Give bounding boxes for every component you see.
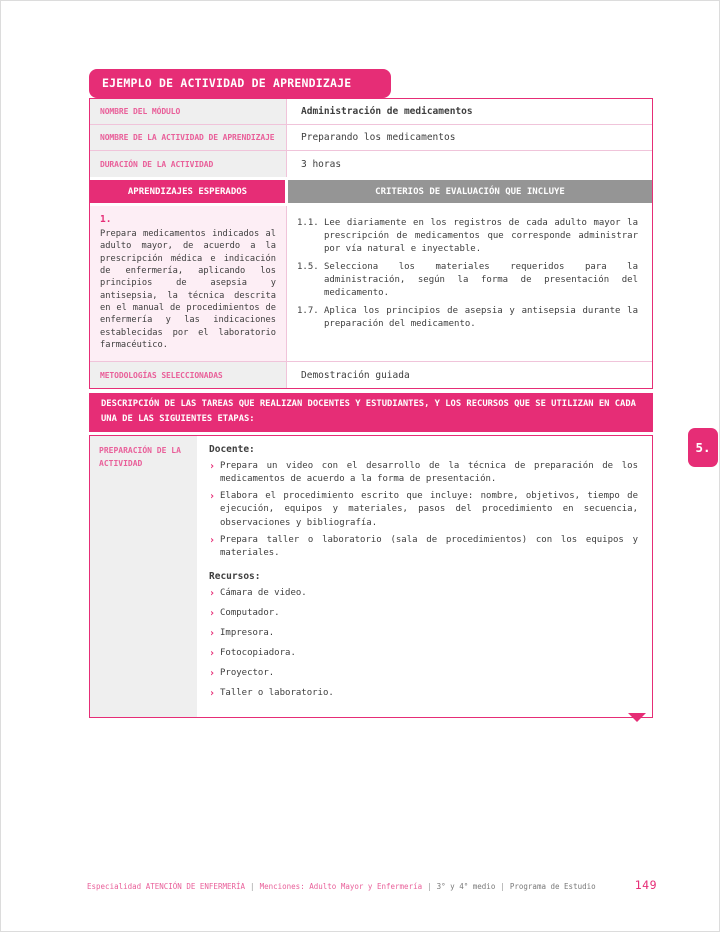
preparation-table: [89, 435, 653, 718]
learning-objective-cell: [90, 206, 287, 361]
resources-section: [209, 571, 638, 700]
list-item: [209, 490, 638, 529]
table-row: [90, 151, 652, 177]
bullet-icon: ›: [209, 587, 216, 599]
list-item: [209, 647, 638, 660]
bullet-icon: ›: [209, 607, 216, 619]
activity-example-section: [89, 69, 653, 718]
docente-task-text: Elabora el procedimiento escrito que incluye: nombre, objetivos, tiempo de ejecución, equipos y materiales, pasos del procedimiento en secuencia, observaciones y bibliografía.: [220, 491, 638, 528]
footer-program: Programa de Estudio: [509, 882, 596, 891]
resource-text: Impresora.: [220, 627, 275, 638]
table-header-row: [90, 180, 652, 203]
docente-heading: Docente:: [209, 444, 255, 456]
resource-text: Computador.: [220, 607, 280, 618]
criterion-text: Selecciona los materiales requeridos para la administración, según la forma de presentación del medicamento.: [324, 262, 638, 299]
resource-text: Cámara de video.: [220, 587, 307, 598]
footer-especialidad: Especialidad ATENCIÓN DE ENFERMERÍA: [87, 882, 246, 891]
resource-text: Taller o laboratorio.: [220, 687, 334, 698]
description-banner: DESCRIPCIÓN DE LAS TAREAS QUE REALIZAN DOCENTES Y ESTUDIANTES, Y LOS RECURSOS QUE SE UTILIZAN EN CADA UNA DE LAS SIGUIENTES ETAPAS:: [89, 393, 653, 432]
criterion-text: Aplica los principios de asepsia y antisepsia durante la preparación del medicamento.: [324, 306, 638, 330]
table-row: [90, 361, 652, 388]
recursos-heading: Recursos:: [209, 570, 261, 582]
stage-label: PREPARACIÓN DE LA ACTIVIDAD: [90, 436, 197, 717]
objective-text: Prepara medicamentos indicados al adulto mayor, de acuerdo a la prescripción médica e indicación de enfermería, aplicando los principios de asepsia y antisepsia, la técnica descrita en el manual de procedimientos de enfermería y las indicaciones establecidas por el laboratorio farmacéutico.: [100, 229, 276, 351]
module-name-value: Administración de medicamentos: [301, 106, 473, 117]
expected-learnings-header: APRENDIZAJES ESPERADOS: [90, 180, 285, 203]
bullet-icon: ›: [209, 461, 216, 473]
learning-content-row: [90, 206, 652, 361]
list-item: [209, 667, 638, 680]
methodologies-value: Demostración guiada: [301, 369, 410, 381]
methodologies-label: METODOLOGÍAS SELECCIONADAS: [90, 362, 287, 388]
footer-grades: 3° y 4° medio: [436, 882, 496, 891]
list-item: [209, 687, 638, 700]
evaluation-criteria-cell: [287, 206, 652, 361]
bullet-icon: ›: [209, 491, 216, 503]
table-row: [90, 99, 652, 125]
bullet-icon: ›: [209, 647, 216, 659]
list-item: [209, 534, 638, 560]
footer-separator: |: [250, 882, 255, 891]
criterion-text: Lee diariamente en los registros de cada adulto mayor la prescripción de medicamentos que corresponde administrar por vía natural e inyectable.: [324, 218, 638, 255]
page-footer: [87, 878, 657, 892]
stage-content-cell: [197, 436, 652, 717]
resource-text: Proyector.: [220, 667, 275, 678]
footer-menciones: Menciones: Adulto Mayor y Enfermería: [259, 882, 423, 891]
list-item: [209, 627, 638, 640]
objective-number: 1.: [100, 214, 112, 225]
evaluation-criteria-header: CRITERIOS DE EVALUACIÓN QUE INCLUYE: [288, 180, 652, 203]
footer-separator: |: [427, 882, 432, 891]
docente-task-text: Prepara un video con el desarrollo de la técnica de preparación de los medicamentos de acuerdo a la forma de presentación.: [220, 461, 638, 485]
chapter-tab: 5.: [688, 428, 718, 467]
list-item: [209, 587, 638, 600]
docente-task-text: Prepara taller o laboratorio (sala de procedimientos) con los equipos y materiales.: [220, 534, 638, 558]
module-name-label: NOMBRE DEL MÓDULO: [90, 99, 287, 124]
table-row: [90, 125, 652, 151]
criterion-number: 1.7.: [297, 306, 319, 317]
criterion-number: 1.5.: [297, 262, 319, 273]
activity-name-value: Preparando los medicamentos: [301, 132, 456, 143]
criterion-item: [297, 261, 638, 300]
activity-info-table: [89, 98, 653, 389]
criterion-item: [297, 217, 638, 256]
page-number: 149: [634, 878, 657, 892]
criterion-item: [297, 305, 638, 331]
activity-name-label: NOMBRE DE LA ACTIVIDAD DE APRENDIZAJE: [90, 125, 287, 150]
criterion-number: 1.1.: [297, 218, 319, 228]
continuation-arrow-icon: [628, 713, 646, 722]
list-item: [209, 460, 638, 486]
bullet-icon: ›: [209, 534, 216, 546]
page-title: EJEMPLO DE ACTIVIDAD DE APRENDIZAJE: [89, 69, 391, 98]
resource-text: Fotocopiadora.: [220, 647, 296, 658]
bullet-icon: ›: [209, 687, 216, 699]
footer-separator: |: [500, 882, 505, 891]
bullet-icon: ›: [209, 667, 216, 679]
duration-value: 3 horas: [301, 158, 342, 170]
bullet-icon: ›: [209, 627, 216, 639]
duration-label: DURACIÓN DE LA ACTIVIDAD: [90, 151, 287, 177]
list-item: [209, 607, 638, 620]
